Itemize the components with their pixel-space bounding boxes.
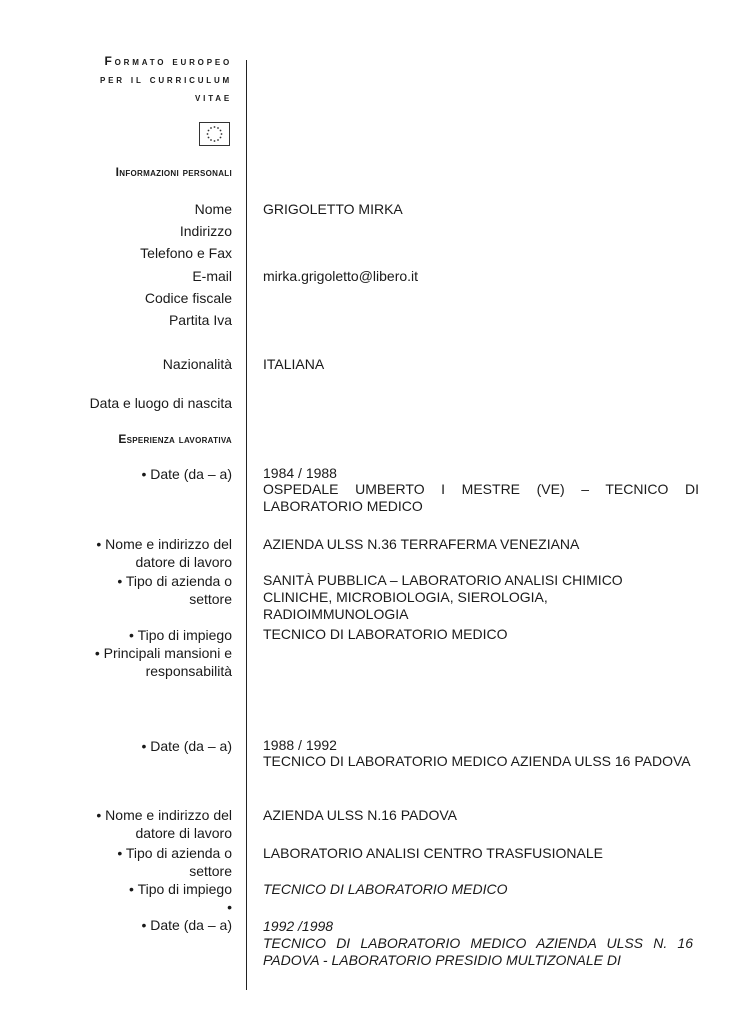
- entry-1-sector: SANITÀ PUBBLICA – LABORATORIO ANALISI CHIMICO CLINICHE, MICROBIOLOGIA, SIEROLOGIA, RADIOIMMUNOLOGIA: [263, 572, 623, 622]
- entry-1-employer: AZIENDA ULSS N.36 TERRAFERMA VENEZIANA: [263, 536, 580, 552]
- entry-1-period: 1984 / 1988: [263, 465, 337, 481]
- label-datore-1b: datore di lavoro: [135, 554, 232, 570]
- eu-flag-icon: [199, 122, 230, 146]
- column-divider: [246, 60, 247, 990]
- label-mansioni-1b: responsabilità: [145, 663, 232, 679]
- label-indirizzo: Indirizzo: [179, 223, 232, 239]
- label-codice-fiscale: Codice fiscale: [144, 290, 232, 306]
- label-tipo-azienda-2b: settore: [189, 863, 232, 879]
- label-datore-1a: • Nome e indirizzo del: [96, 536, 232, 552]
- label-tipo-azienda-1b: settore: [189, 591, 232, 607]
- entry-2-employer: AZIENDA ULSS N.16 PADOVA: [263, 807, 457, 823]
- label-telefono: Telefono e Fax: [140, 245, 232, 261]
- label-tipo-azienda-2a: • Tipo di azienda o: [117, 845, 232, 861]
- label-nome: Nome: [194, 201, 232, 217]
- label-tipo-impiego-2: • Tipo di impiego: [129, 881, 232, 897]
- cv-title-line-3: vitae: [195, 90, 232, 104]
- label-datore-2a: • Nome e indirizzo del: [96, 807, 232, 823]
- value-nazionalita: ITALIANA: [263, 356, 325, 372]
- entry-2-sector: LABORATORIO ANALISI CENTRO TRASFUSIONALE: [263, 845, 603, 861]
- label-datore-2b: datore di lavoro: [135, 825, 232, 841]
- entry-1-description: OSPEDALE UMBERTO I MESTRE (VE) – TECNICO DI LABORATORIO MEDICO: [263, 481, 699, 514]
- value-email: mirka.grigoletto@libero.it: [263, 268, 419, 284]
- label-date-3: • Date (da – a): [141, 917, 232, 933]
- section-title-experience: Esperienza lavorativa: [118, 432, 232, 446]
- cv-title-line-2: per il curriculum: [99, 72, 232, 86]
- entry-2-description: TECNICO DI LABORATORIO MEDICO AZIENDA ULSS 16 PADOVA: [263, 753, 691, 769]
- value-nome: GRIGOLETTO MIRKA: [263, 201, 403, 217]
- label-nazionalita: Nazionalità: [162, 356, 232, 372]
- label-nascita: Data e luogo di nascita: [89, 395, 232, 411]
- entry-3-description: TECNICO DI LABORATORIO MEDICO AZIENDA ULSS N. 16 PADOVA - LABORATORIO PRESIDIO MULTIZONALE DI: [263, 935, 693, 968]
- entry-2-period: 1988 / 1992: [263, 737, 337, 753]
- label-tipo-azienda-1a: • Tipo di azienda o: [117, 573, 232, 589]
- label-tipo-impiego-1: • Tipo di impiego: [129, 627, 232, 643]
- label-email: E-mail: [192, 268, 232, 284]
- label-mansioni-1a: • Principali mansioni e: [94, 645, 232, 661]
- cv-title-line-1: Formato europeo: [104, 54, 232, 68]
- entry-3-period: 1992 /1998: [263, 918, 334, 934]
- section-title-personal: Informazioni personali: [115, 165, 232, 179]
- label-partita-iva: Partita Iva: [168, 312, 232, 328]
- label-date-1: • Date (da – a): [141, 466, 232, 482]
- entry-2-job-type: TECNICO DI LABORATORIO MEDICO: [263, 881, 508, 897]
- label-bullet: •: [227, 899, 232, 915]
- entry-1-job-type: TECNICO DI LABORATORIO MEDICO: [263, 626, 508, 642]
- label-date-2: • Date (da – a): [141, 738, 232, 754]
